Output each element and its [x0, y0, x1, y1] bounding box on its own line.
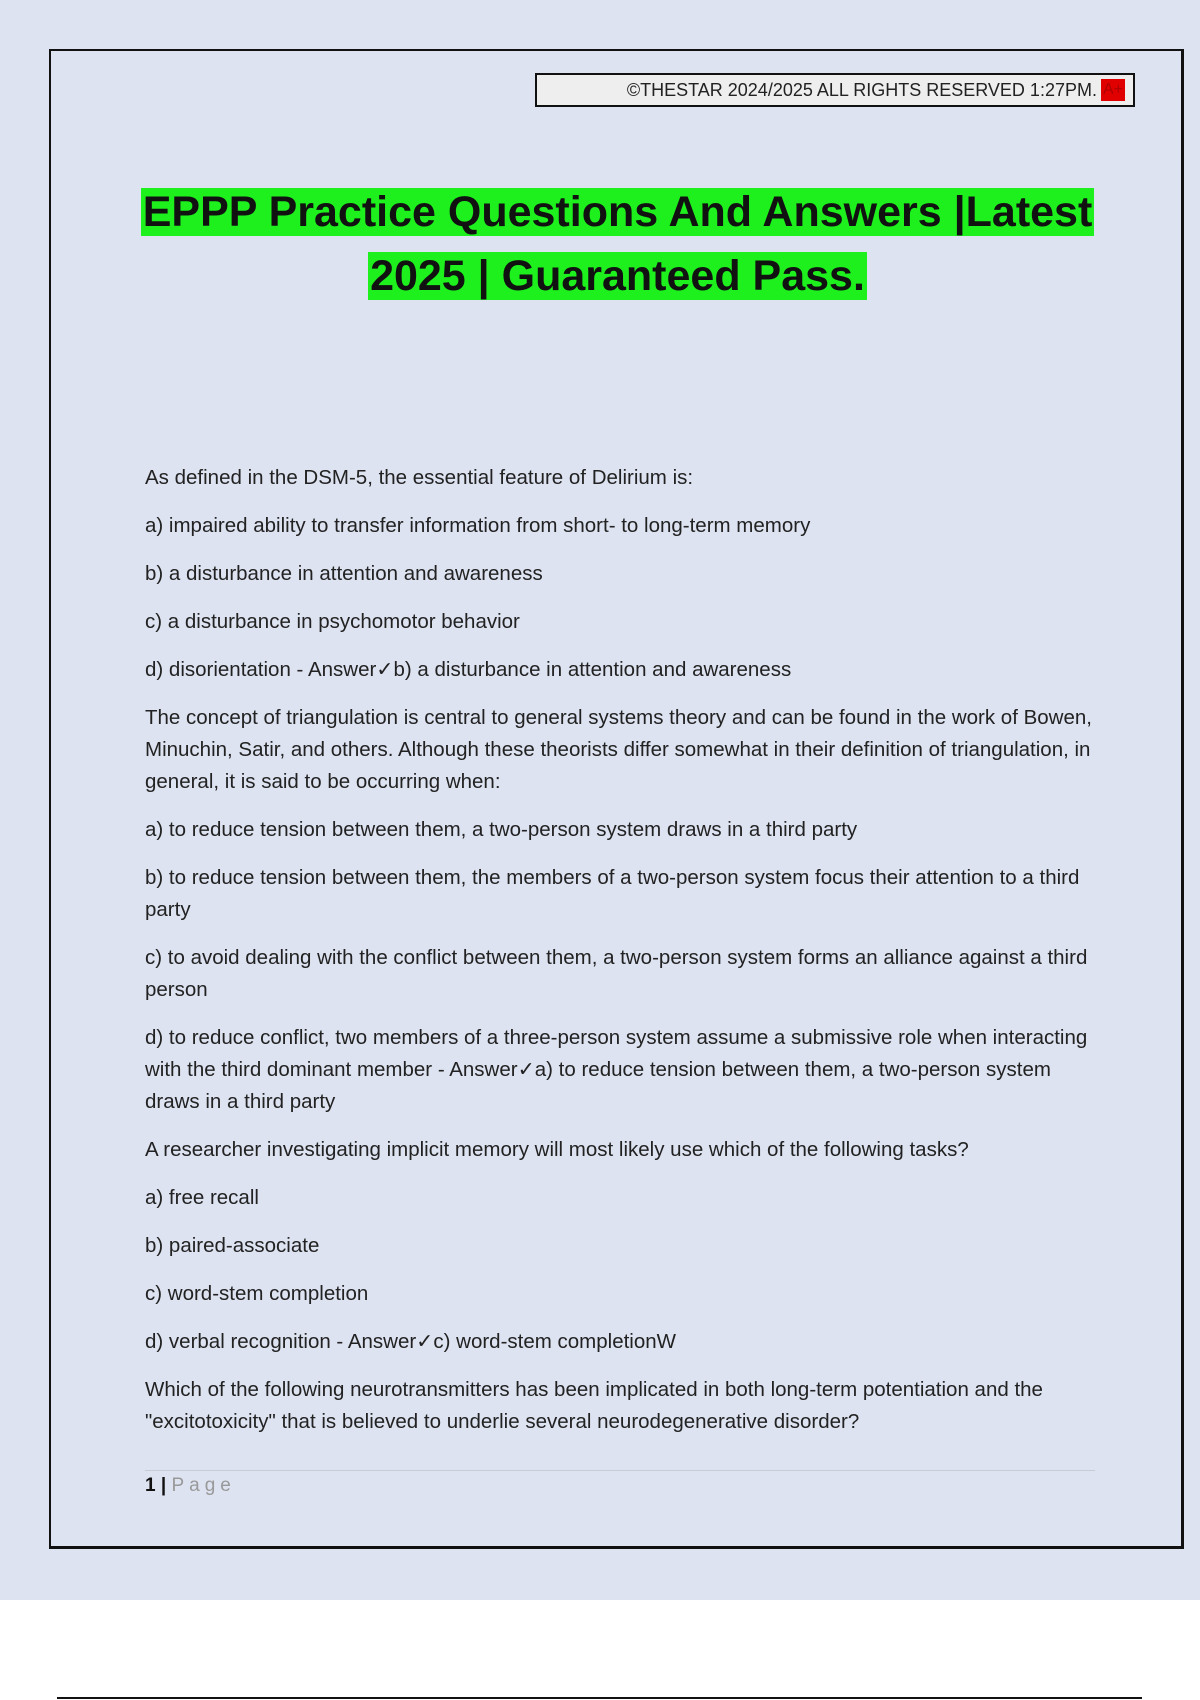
- grade-badge: A+: [1101, 79, 1125, 101]
- document-title: [100, 180, 1135, 308]
- answer-option: c) to avoid dealing with the conflict between them, a two-person system forms an alliance against a third person: [145, 946, 1088, 1001]
- answer-option: a) to reduce tension between them, a two-person system draws in a third party: [145, 818, 858, 841]
- page-number-separator: |: [160, 1475, 167, 1496]
- answer-option: a) impaired ability to transfer information from short- to long-term memory: [145, 514, 811, 537]
- answer-option: c) a disturbance in psychomotor behavior: [145, 610, 520, 633]
- question-text: A researcher investigating implicit memory will most likely use which of the following tasks?: [145, 1138, 969, 1161]
- question-text: The concept of triangulation is central to general systems theory and can be found in the work of Bowen, Minuchin, Satir, and others. Although these theorists differ somewhat in their definition of triangulation, in general, it is said to be occurring when:: [145, 706, 1092, 793]
- answer-option-with-key: d) to reduce conflict, two members of a three-person system assume a submissive role when interacting with the third dominant member - Answer✓a) to reduce tension between them, a two-person system draws in a third party: [145, 1026, 1088, 1113]
- answer-option-with-key: d) verbal recognition - Answer✓c) word-stem completionW: [145, 1330, 676, 1353]
- next-page-divider: [57, 1697, 1142, 1699]
- copyright-text: ©THESTAR 2024/2025 ALL RIGHTS RESERVED 1:27PM.: [626, 79, 1097, 100]
- answer-option-with-key: d) disorientation - Answer✓b) a disturbance in attention and awareness: [145, 658, 792, 681]
- answer-option: a) free recall: [145, 1186, 259, 1209]
- answer-option: c) word-stem completion: [145, 1282, 369, 1305]
- page-number-value: 1: [145, 1475, 156, 1496]
- question-content: [145, 462, 1095, 1454]
- copyright-header: [535, 73, 1135, 107]
- footer-divider: [145, 1470, 1095, 1471]
- page-number: [145, 1474, 236, 1498]
- title-line-2: 2025 | Guaranteed Pass.: [370, 252, 865, 300]
- answer-option: b) a disturbance in attention and awareness: [145, 562, 543, 585]
- page-label: Page: [171, 1475, 236, 1496]
- title-line-1: EPPP Practice Questions And Answers |Latest: [142, 188, 1093, 236]
- question-text: As defined in the DSM-5, the essential feature of Delirium is:: [145, 466, 694, 489]
- answer-option: b) to reduce tension between them, the members of a two-person system focus their attention to a third party: [145, 866, 1080, 921]
- answer-option: b) paired-associate: [145, 1234, 320, 1257]
- question-text: Which of the following neurotransmitters has been implicated in both long-term potentiation and the "excitotoxicity" that is believed to underlie several neurodegenerative disorder?: [145, 1378, 1043, 1433]
